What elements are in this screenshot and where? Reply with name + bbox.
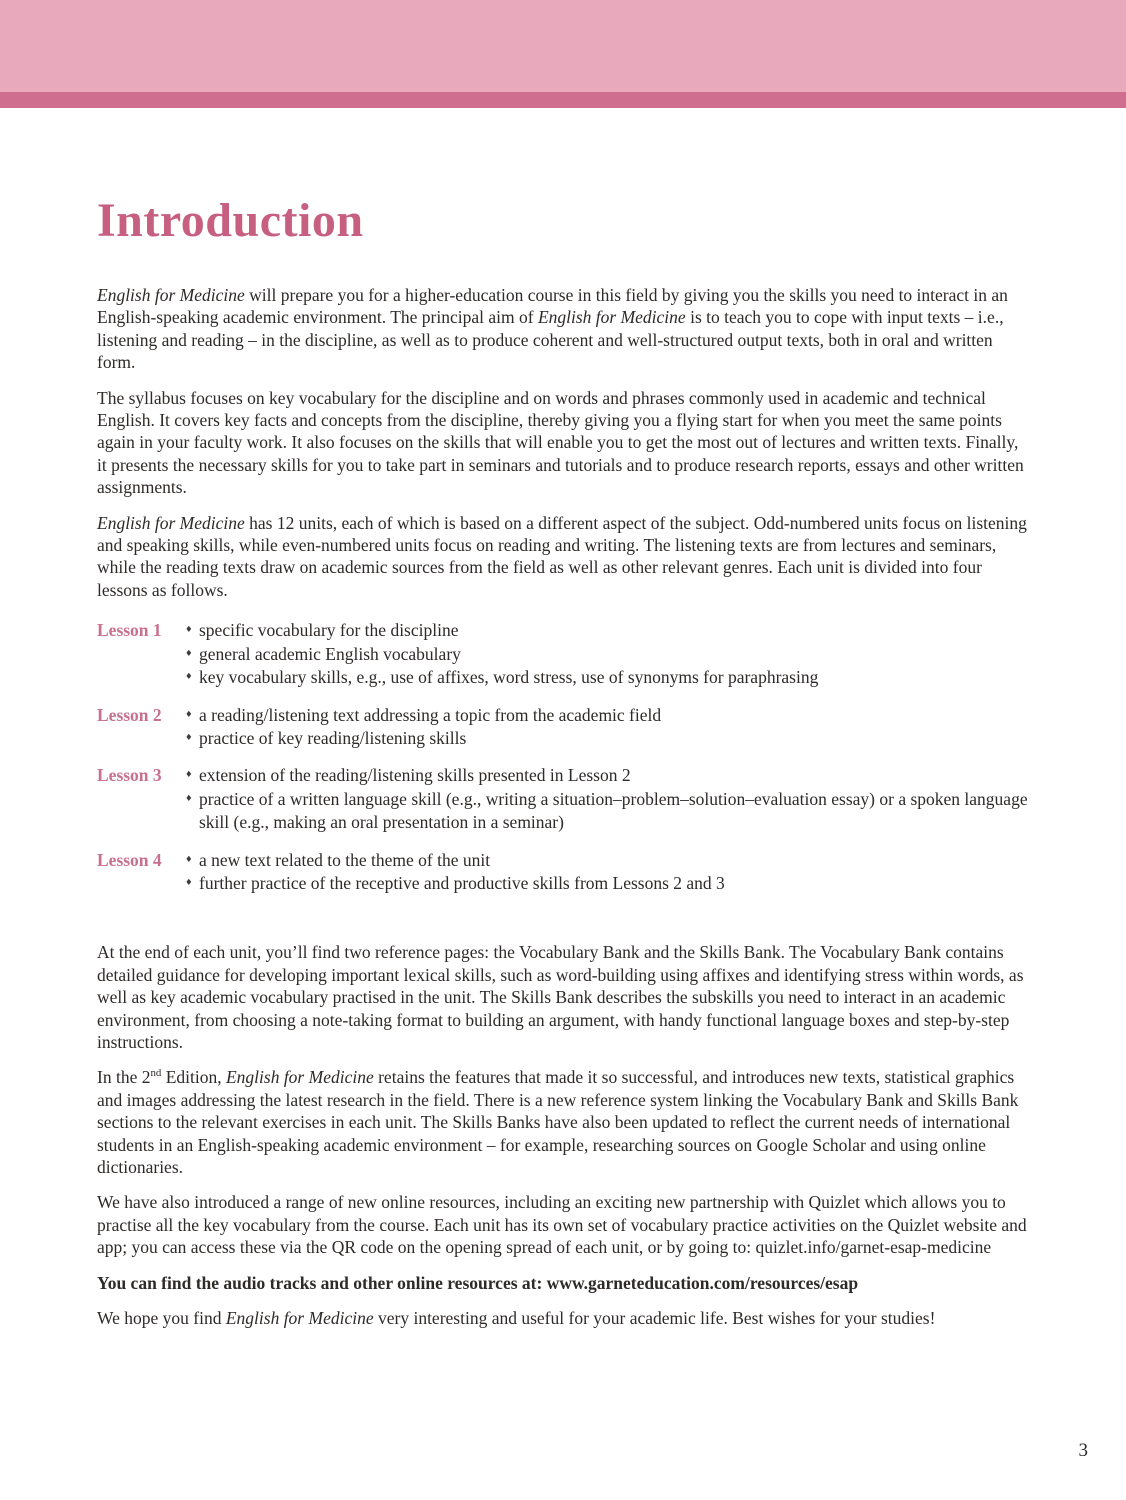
page-title: Introduction [97,194,364,247]
lesson-row-2 [97,704,1031,751]
lesson-bullet-list [185,764,1030,834]
diamond-bullet-icon: ♦ [185,648,193,659]
lessons-list [97,619,1031,895]
header-accent-stripe [0,92,1126,108]
diamond-bullet-icon: ♦ [185,793,193,804]
lesson-bullet-item [185,704,661,727]
diamond-bullet-icon: ♦ [185,709,193,720]
lesson-bullet-list [185,849,725,896]
lesson-bullet-item [185,764,1030,787]
diamond-bullet-icon: ♦ [185,672,193,683]
lesson-bullet-text: specific vocabulary for the discipline [199,620,459,641]
lesson-bullet-item [185,788,1030,835]
page-number: 3 [1078,1440,1088,1461]
second-edition-paragraph: In the 2nd Edition, English for Medicine retains the features that made it so successful, and introduces new texts, statistical graphics and images addressing the latest research in the field. There is a new reference system linking the Vocabulary Bank and Skills Bank sections to the relevant exercises in each unit. The Skills Banks have also been updated to reflect the current needs of international students in an English-speaking academic environment – for example, researching sources on Google Scholar and using online dictionaries. [97,1067,1019,1177]
lesson-bullet-text: further practice of the receptive and productive skills from Lessons 2 and 3 [199,872,725,893]
lesson-bullet-text: a reading/listening text addressing a topic from the academic field [199,704,662,725]
lesson-bullet-list [185,619,818,689]
reference-pages-paragraph: At the end of each unit, you’ll find two reference pages: the Vocabulary Bank and the Skills Bank. The Vocabulary Bank contains detailed guidance for developing important lexical skills, such as word-building using affixes and identifying stress within words, as well as key academic vocabulary practised in the unit. The Skills Bank describes the subskills you need to interact in an academic environment, from choosing a note-taking format to building an argument, with handy functional language boxes and step-by-step instructions. [97,942,1024,1052]
lesson-label: Lesson 3 [97,765,162,786]
lesson-bullet-list [185,704,661,751]
syllabus-paragraph: The syllabus focuses on key vocabulary for the discipline and on words and phrases commonly used in academic and technical English. It covers key facts and concepts from the discipline, thereby giving you a flying start for when you meet the same points again in your faculty work. It also focuses on the skills that will enable you to get the most out of lectures and written texts. Finally, it presents the necessary skills for you to take part in seminars and tutorials and to produce research reports, essays and other written assignments. [97,387,1024,498]
lesson-bullet-item [185,619,818,642]
lesson-bullet-item [185,666,818,689]
lesson-bullet-text: practice of key reading/listening skills [199,727,467,748]
lesson-bullet-item [185,727,661,750]
page-content [0,196,1126,1329]
lesson-row-4 [97,849,1031,896]
lesson-bullet-item [185,643,818,666]
lesson-label: Lesson 4 [97,849,162,870]
lesson-bullet-text: practice of a written language skill (e.g., writing a situation–problem–solution–evaluation essay) or a spoken language skill (e.g., making an oral presentation in a seminar) [199,788,1028,833]
lesson-row-3 [97,764,1031,834]
header-pink-band [0,0,1126,92]
diamond-bullet-icon: ♦ [185,854,193,865]
lesson-bullet-text: key vocabulary skills, e.g., use of affixes, word stress, use of synonyms for paraphrasing [199,667,819,688]
lesson-bullet-text: general academic English vocabulary [199,643,461,664]
diamond-bullet-icon: ♦ [185,732,193,743]
closing-paragraph: We hope you find English for Medicine very interesting and useful for your academic life. Best wishes for your studies! [97,1308,936,1329]
lesson-bullet-text: extension of the reading/listening skills presented in Lesson 2 [199,765,631,786]
lesson-row-1 [97,619,1031,689]
diamond-bullet-icon: ♦ [185,877,193,888]
lesson-bullet-item [185,872,725,895]
diamond-bullet-icon: ♦ [185,625,193,636]
lesson-bullet-text: a new text related to the theme of the unit [199,849,491,870]
units-paragraph: English for Medicine has 12 units, each of which is based on a different aspect of the subject. Odd-numbered units focus on listening and speaking skills, while even-numbered units focus on reading and writing. The listening texts are from lectures and seminars, while the reading texts draw on academic sources from the field as well as other relevant genres. Each unit is divided into four lessons as follows. [97,512,1027,600]
diamond-bullet-icon: ♦ [185,770,193,781]
lesson-bullet-item [185,849,725,872]
lesson-label: Lesson 2 [97,704,162,725]
audio-tracks-note: You can find the audio tracks and other online resources at: www.garneteducation.com/resources/esap [97,1272,859,1293]
intro-paragraph-1: English for Medicine will prepare you for a higher-education course in this field by giving you the skills you need to interact in an English-speaking academic environment. The principal aim of English for Medicine is to teach you to cope with input texts – i.e., listening and reading – in the discipline, as well as to produce coherent and well-structured output texts, both in oral and written form. [97,285,1008,373]
lesson-label: Lesson 1 [97,620,162,641]
online-resources-paragraph: We have also introduced a range of new online resources, including an exciting new partnership with Quizlet which allows you to practise all the key vocabulary from the course. Each unit has its own set of vocabulary practice activities on the Quizlet website and app; you can access these via the QR code on the opening spread of each unit, or by going to: quizlet.info/garnet-esap-medicine [97,1192,1027,1258]
page-header [0,0,1126,108]
